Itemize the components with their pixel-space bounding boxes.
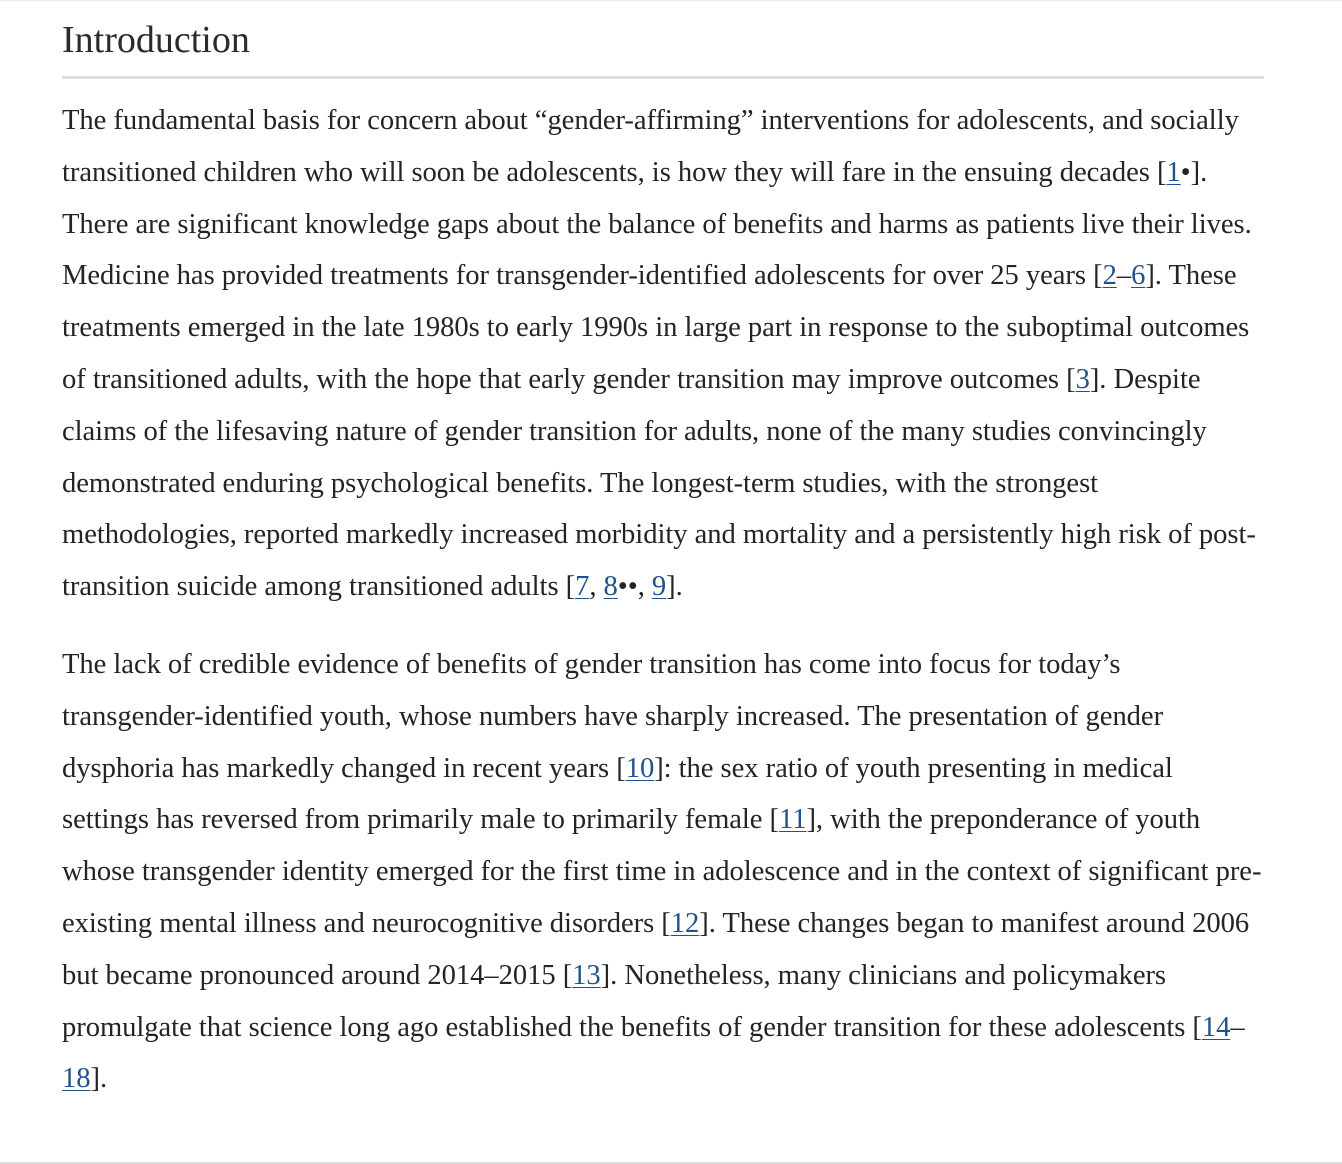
paragraph-text: ]: the sex ratio of youth presenting in medical settings has reversed from primarily male to primarily female [ — [62, 752, 1173, 836]
paragraph-text: The lack of credible evidence of benefits of gender transition has come into focus for today’s transgender-identified youth, whose numbers have sharply increased. The presentation of gender dysphoria has markedly changed in recent years [ — [62, 648, 1164, 784]
article-section — [62, 14, 1264, 1105]
citation-link-10[interactable]: 10 — [625, 752, 655, 784]
paragraph-text: , — [589, 571, 604, 603]
paragraph-text: ]. These changes began to manifest around 2006 but became pronounced around 2014–2015 [ — [62, 907, 1250, 991]
citation-link-14[interactable]: 14 — [1201, 1011, 1231, 1043]
paragraph-text: ]. Despite claims of the lifesaving nature of gender transition for adults, none of the many studies convincingly demonstrated enduring psychological benefits. The longest-term studies, with the strongest methodologies, reported markedly increased morbidity and mortality and a persistently high risk of post-transition suicide among transitioned adults [ — [62, 363, 1256, 603]
paragraph-text: The fundamental basis for concern about “gender-affirming” interventions for adolescents, and socially transitioned children who will soon be adolescents, is how they will fare in the ensuing decades [ — [62, 105, 1239, 188]
paragraph-text: ••, — [617, 571, 652, 603]
paragraph-2 — [62, 639, 1264, 1105]
paragraph-text: ]. Nonetheless, many clinicians and policymakers promulgate that science long ago established the benefits of gender transition for these adolescents [ — [62, 959, 1202, 1043]
citation-link-13[interactable]: 13 — [572, 959, 601, 991]
citation-link-11[interactable]: 11 — [779, 804, 807, 836]
paragraph-text: •]. There are significant knowledge gaps about the balance of benefits and harms as patients live their lives. Medicine has provided treatments for transgender-identified adolescents for over 25 years [ — [62, 156, 1252, 292]
citation-link-3[interactable]: 3 — [1075, 363, 1090, 395]
paragraph-text: ]. These treatments emerged in the late 1980s to early 1990s in large part in response to the suboptimal outcomes of transitioned adults, with the hope that early gender transition may improve outcomes [ — [62, 260, 1250, 395]
citation-link-12[interactable]: 12 — [670, 907, 700, 939]
paragraph-text: ]. — [666, 571, 683, 603]
page-top-edge — [0, 0, 1342, 2]
citation-link-6[interactable]: 6 — [1131, 260, 1146, 292]
citation-link-18[interactable]: 18 — [62, 1063, 91, 1095]
citation-link-9[interactable]: 9 — [651, 571, 667, 603]
paragraph-text: – — [1116, 260, 1132, 292]
paragraph-text: – — [1230, 1011, 1245, 1043]
citation-link-1[interactable]: 1 — [1166, 156, 1181, 188]
paragraph-text: ], with the preponderance of youth whose transgender identity emerged for the first time in adolescence and in the context of significant pre-existing mental illness and neurocognitive disorders [ — [62, 804, 1262, 939]
citation-link-2[interactable]: 2 — [1102, 260, 1117, 292]
citation-link-7[interactable]: 7 — [575, 571, 590, 603]
paragraph-text: ]. — [90, 1063, 108, 1095]
paragraph-1 — [62, 95, 1264, 613]
citation-link-8[interactable]: 8 — [603, 571, 618, 603]
section-heading: Introduction — [62, 14, 1264, 79]
